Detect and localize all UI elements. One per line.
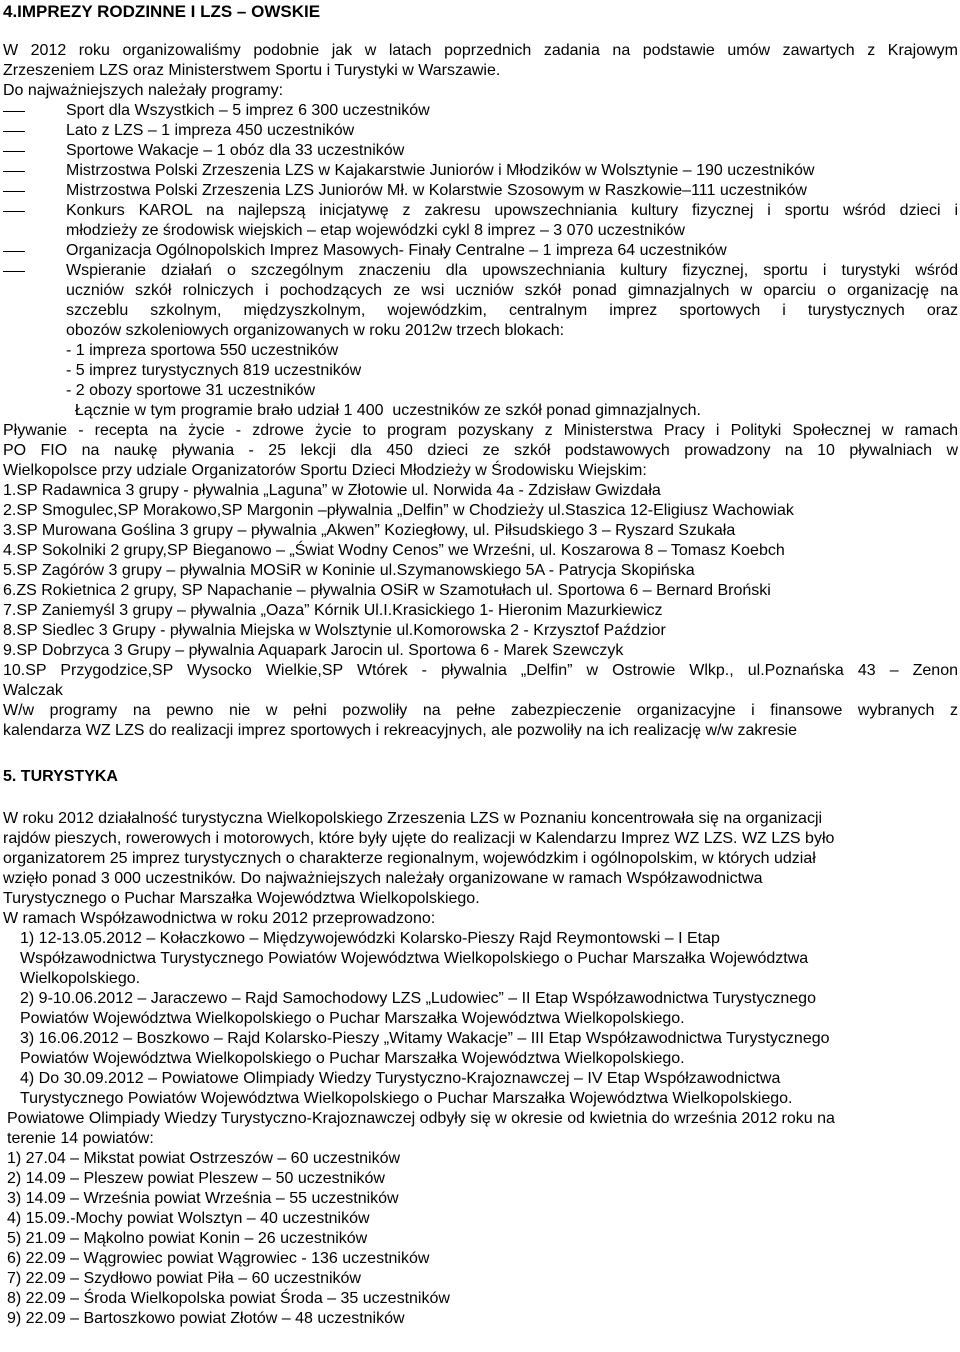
tourism-line: Turystycznego o Puchar Marszałka Województwa Wielkopolskiego. [3,890,480,907]
pool-entry: 10.SP Przygodzice,SP Wysocko Wielkie,SP Wtórek - pływalnia „Delfin” w Ostrowie Wlkp., ul.Poznańska 43 – Zenon [3,662,958,679]
district-item: 1) 27.04 – Mikstat powiat Ostrzeszów – 60 uczestników [7,1150,401,1167]
program-text: Konkurs KAROL na najlepszą inicjatywę z zakresu upowszechniania kultury fizycznej i sportu wśród dzieci i [66,202,958,219]
stage-text: 4) Do 30.09.2012 – Powiatowe Olimpiady Wiedzy Turystyczno-Krajoznawczej – IV Etap Współzawodnictwa [20,1070,781,1087]
pool-entry: 4.SP Sokolniki 2 grupy,SP Bieganowo – „Świat Wodny Cenos” we Wrześni, ul. Koszarowa 8 – Tomasz Koebch [3,542,785,559]
district-item: 3) 14.09 – Września powiat Września – 55 uczestników [7,1190,399,1207]
program-item [3,101,958,121]
swimming-summary: kalendarza WZ LZS do realizacji imprez sportowych i rekreacyjnych, ale pozwoliły na ich realizację w/w zakresie [3,722,798,739]
program-item [3,121,958,141]
district-item: 5) 21.09 – Mąkolno powiat Konin – 26 uczestników [7,1230,368,1247]
pool-entry: 7.SP Zaniemyśl 3 grupy – pływalnia „Oaza” Kórnik Ul.I.Krasickiego 1- Hieronim Mazurkiewicz [3,602,663,619]
program-item [3,141,958,161]
program-text: - 2 obozy sportowe 31 uczestników [66,382,316,399]
program-text: Wspieranie działań o szczególnym znaczeniu dla upowszechniania kultury fizycznej, sportu i turystyki wśród [66,262,958,279]
dash-bullet [3,271,25,272]
swimming-line: Wielkopolsce przy udziale Organizatorów Sportu Dzieci Młodzieży w Środowisku Wiejskim: [3,462,647,479]
stage-text: 3) 16.06.2012 – Boszkowo – Rajd Kolarsko-Pieszy „Witamy Wakacje” – III Etap Współzawodnictwa Turystycznego [20,1030,830,1047]
pool-entry: 8.SP Siedlec 3 Grupy - pływalnia Miejska w Wolsztynie ul.Komorowska 2 - Krzysztof Paździor [3,622,666,639]
pool-entry: 1.SP Radawnica 3 grupy - pływalnia „Laguna” w Złotowie ul. Norwida 4a - Zdzisław Gwizdała [3,482,661,499]
stage-text: Turystycznego Powiatów Województwa Wielkopolskiego o Puchar Marszałka Województwa Wielkopolskiego. [20,1090,793,1107]
pool-entry: Walczak [3,682,63,699]
program-text: Łącznie w tym programie brało udział 1 400 uczestników ze szkół ponad gimnazjalnych. [66,402,701,419]
program-text: Mistrzostwa Polski Zrzeszenia LZS w Kajakarstwie Juniorów i Młodzików w Wolsztynie – 190 uczestników [66,162,815,179]
program-text: - 5 imprez turystycznych 819 uczestników [66,362,362,379]
district-item: 4) 15.09.-Mochy powiat Wolsztyn – 40 uczestników [7,1210,370,1227]
dash-bullet [3,131,25,132]
program-text: - 1 impreza sportowa 550 uczestników [66,342,339,359]
program-text: Lato z LZS – 1 impreza 450 uczestników [66,122,355,139]
tourism-line: rajdów pieszych, rowerowych i motorowych, które były ujęte do realizacji w Kalendarzu Imprez WZ LZS. WZ LZS było [3,830,835,847]
tourism-line: W ramach Współzawodnictwa w roku 2012 przeprowadzono: [3,910,436,927]
program-text: uczniów szkół rolniczych i pochodzących ze wsi uczniów szkół ponad gimnazjalnych w oparciu o organizację na [66,282,958,299]
program-text: młodzieży ze środowisk wiejskich – etap wojewódzki cykl 8 imprez – 3 070 uczestników [66,222,685,239]
program-text: szczeblu szkolnym, międzyszkolnym, wojewódzkim, centralnym imprez sportowych i turystycznych oraz [66,302,958,319]
stage-text: 1) 12-13.05.2012 – Kołaczkowo – Międzywojewódzki Kolarsko-Pieszy Rajd Reymontowski – I Etap [20,930,720,947]
dash-bullet [3,251,25,252]
dash-bullet [3,151,25,152]
program-item [3,161,958,181]
pool-entry: 3.SP Murowana Goślina 3 grupy – pływalnia „Akwen” Koziegłowy, ul. Piłsudskiego 3 – Ryszard Szukała [3,522,736,539]
program-text: Mistrzostwa Polski Zrzeszenia LZS Juniorów Mł. w Kolarstwie Szosowym w Raszkowie–111 uczestników [66,182,807,199]
intro-line: Do najważniejszych należały programy: [3,82,284,99]
program-item [3,241,958,261]
dash-bullet [3,211,25,212]
stage-text: Wielkopolskiego. [20,970,141,987]
program-text: obozów szkoleniowych organizowanych w roku 2012w trzech blokach: [66,322,565,339]
pool-entry: 9.SP Dobrzyca 3 Grupy – pływalnia Aquapark Jarocin ul. Sportowa 6 - Marek Szewczyk [3,642,624,659]
program-text: Sport dla Wszystkich – 5 imprez 6 300 uczestników [66,102,430,119]
dash-bullet [3,171,25,172]
district-item: 7) 22.09 – Szydłowo powiat Piła – 60 uczestników [7,1270,361,1287]
section-4-heading: 4.IMPREZY RODZINNE I LZS – OWSKIE [3,2,321,21]
section-5-heading: 5. TURYSTYKA [3,768,118,785]
intro-line: Zrzeszeniem LZS oraz Ministerstwem Sportu i Turystyki w Warszawie. [3,62,501,79]
intro-line: W 2012 roku organizowaliśmy podobnie jak w latach poprzednich zadania na podstawie umów zawartych z Krajowym [3,42,958,59]
pool-entry: 5.SP Zagórów 3 grupy – pływalnia MOSiR w Koninie ul.Szymanowskiego 5A - Patrycja Skopińska [3,562,695,579]
tourism-line: W roku 2012 działalność turystyczna Wielkopolskiego Zrzeszenia LZS w Poznaniu koncentrowała się na organizacji [3,810,823,827]
stage-item [3,989,958,1029]
district-item: 9) 22.09 – Bartoszkowo powiat Złotów – 48 uczestników [7,1310,405,1327]
stage-item [3,929,958,989]
olympiad-line: Powiatowe Olimpiady Wiedzy Turystyczno-Krajoznawczej odbyły się w okresie od kwietnia do września 2012 roku na [7,1110,835,1127]
stage-text: 2) 9-10.06.2012 – Jaraczewo – Rajd Samochodowy LZS „Ludowiec” – II Etap Współzawodnictwa Turystycznego [20,990,816,1007]
document-page [3,0,958,1329]
stage-text: Powiatów Województwa Wielkopolskiego o Puchar Marszałka Województwa Wielkopolskiego. [20,1050,685,1067]
program-text: Sportowe Wakacje – 1 obóz dla 33 uczestników [66,142,405,159]
stage-item [3,1029,958,1069]
program-text: Organizacja Ogólnopolskich Imprez Masowych- Finały Centralne – 1 impreza 64 uczestników [66,242,727,259]
pool-entry: 2.SP Smogulec,SP Morakowo,SP Margonin –pływalnia „Delfin” w Chodzieży ul.Staszica 12-Eligiusz Wachowiak [3,502,794,519]
dash-bullet [3,111,25,112]
stage-text: Powiatów Województwa Wielkopolskiego o Puchar Marszałka Województwa Wielkopolskiego. [20,1010,685,1027]
stage-item [3,1069,958,1109]
tourism-line: organizatorem 25 imprez turystycznych o charakterze regionalnym, wojewódzkim i ogólnopolskim, w których udział [3,850,816,867]
stage-text: Współzawodnictwa Turystycznego Powiatów Województwa Wielkopolskiego o Puchar Marszałka Województwa [20,950,809,967]
pool-entry: 6.ZS Rokietnica 2 grupy, SP Napachanie – pływalnia OSiR w Szamotułach ul. Sportowa 6 – Bernard Broński [3,582,771,599]
dash-bullet [3,191,25,192]
district-item: 6) 22.09 – Wągrowiec powiat Wągrowiec - 136 uczestników [7,1250,430,1267]
program-item [3,181,958,201]
district-item: 8) 22.09 – Środa Wielkopolska powiat Środa – 35 uczestników [7,1290,450,1307]
olympiad-line: terenie 14 powiatów: [7,1130,154,1147]
swimming-line: PO FIO na naukę pływania - 25 lekcji dla 450 dzieci ze szkół podstawowych prowadzony na 10 pływalniach w [3,442,958,459]
district-item: 2) 14.09 – Pleszew powiat Pleszew – 50 uczestników [7,1170,385,1187]
swimming-summary: W/w programy na pewno nie w pełni pozwoliły na pełne zabezpieczenie organizacyjne i finansowe wybranych z [3,702,958,719]
program-item [3,261,958,421]
program-item [3,201,958,241]
swimming-line: Pływanie - recepta na życie - zdrowe życie to program pozyskany z Ministerstwa Pracy i Polityki Społecznej w ramach [3,422,958,439]
tourism-line: wzięło ponad 3 000 uczestników. Do najważniejszych należały organizowane w ramach Współzawodnictwa [3,870,763,887]
